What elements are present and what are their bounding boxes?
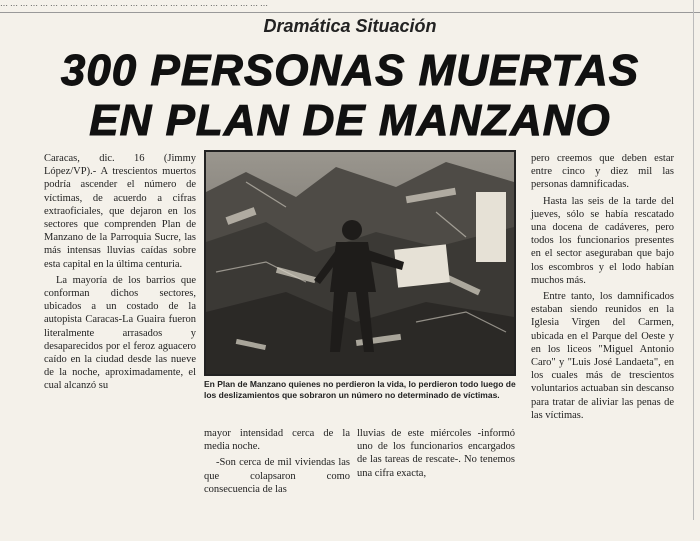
paragraph: Caracas, dic. 16 (Jimmy López/VP).- A trescientos muertos podría ascender el número de víctimas, de acuerdo a cifras extraoficiales, que dejaron en los sectores que comprenden Plan de Manzano de la Parroquia Sucre, las más intensas lluvias caídas sobre esta capital en la última centuria. [44,153,196,270]
photo-caption: En Plan de Manzano quienes no perdieron la vida, lo perdieron todo luego de los deslizamientos que sobraron un número no determinado de víctimas. [204,379,516,400]
rubble-photo-image [206,152,514,374]
paragraph: lluvias de este miércoles -informó uno de los funcionarios encargados de las tareas de rescate-. No tenemos una cifra exacta, [357,428,515,479]
article-column-1 [44,152,196,396]
kicker: Dramática Situación [263,16,437,36]
paragraph: Entre tanto, los damnificados estaban siendo reunidos en la Iglesia Virgen del Carmen, ubicada en el Parque del Oeste y en los liceos "Miguel Antonio Caro" y "Luis José Landaeta", en los cuales más de trescientos voluntarios actuaban sin descanso para tratar de aliviar las penas de las víctimas. [531,291,674,421]
article-column-2 [204,427,350,499]
paragraph: -Son cerca de mil viviendas las que colapsaron como consecuencia de las [204,457,350,495]
top-strip: … … … … … … … … … … … … … … … … … … … … … … … … … … … [0,0,700,13]
article-column-3 [357,427,515,483]
paragraph: La mayoría de los barrios que conforman dichos sectores, ubicados a un costado de la autopista Caracas-La Guaira fueron literalmente arrasados y desaparecidos por el feroz aguacero caído en la ciudad desde las nueve de la noche, aproximadamente, el cual alcanzó su [44,274,196,392]
paragraph: mayor intensidad cerca de la media noche. [204,428,350,453]
news-photo [204,150,516,376]
article-column-4 [531,152,674,425]
paragraph: Hasta las seis de la tarde del jueves, sólo se había rescatado una docena de cadáveres, pero todos los funcionarios presentes en el sector aseguraban que bajo los escombros y el lodo habían muchos más. [531,195,674,286]
paragraph: pero creemos que deben estar entre cinco y diez mil las personas damnificadas. [531,153,674,191]
headline-line-2: EN PLAN DE MANZANO [89,96,611,145]
page-edge-divider [693,0,694,520]
headline-line-1: 300 PERSONAS MUERTAS [60,46,640,95]
